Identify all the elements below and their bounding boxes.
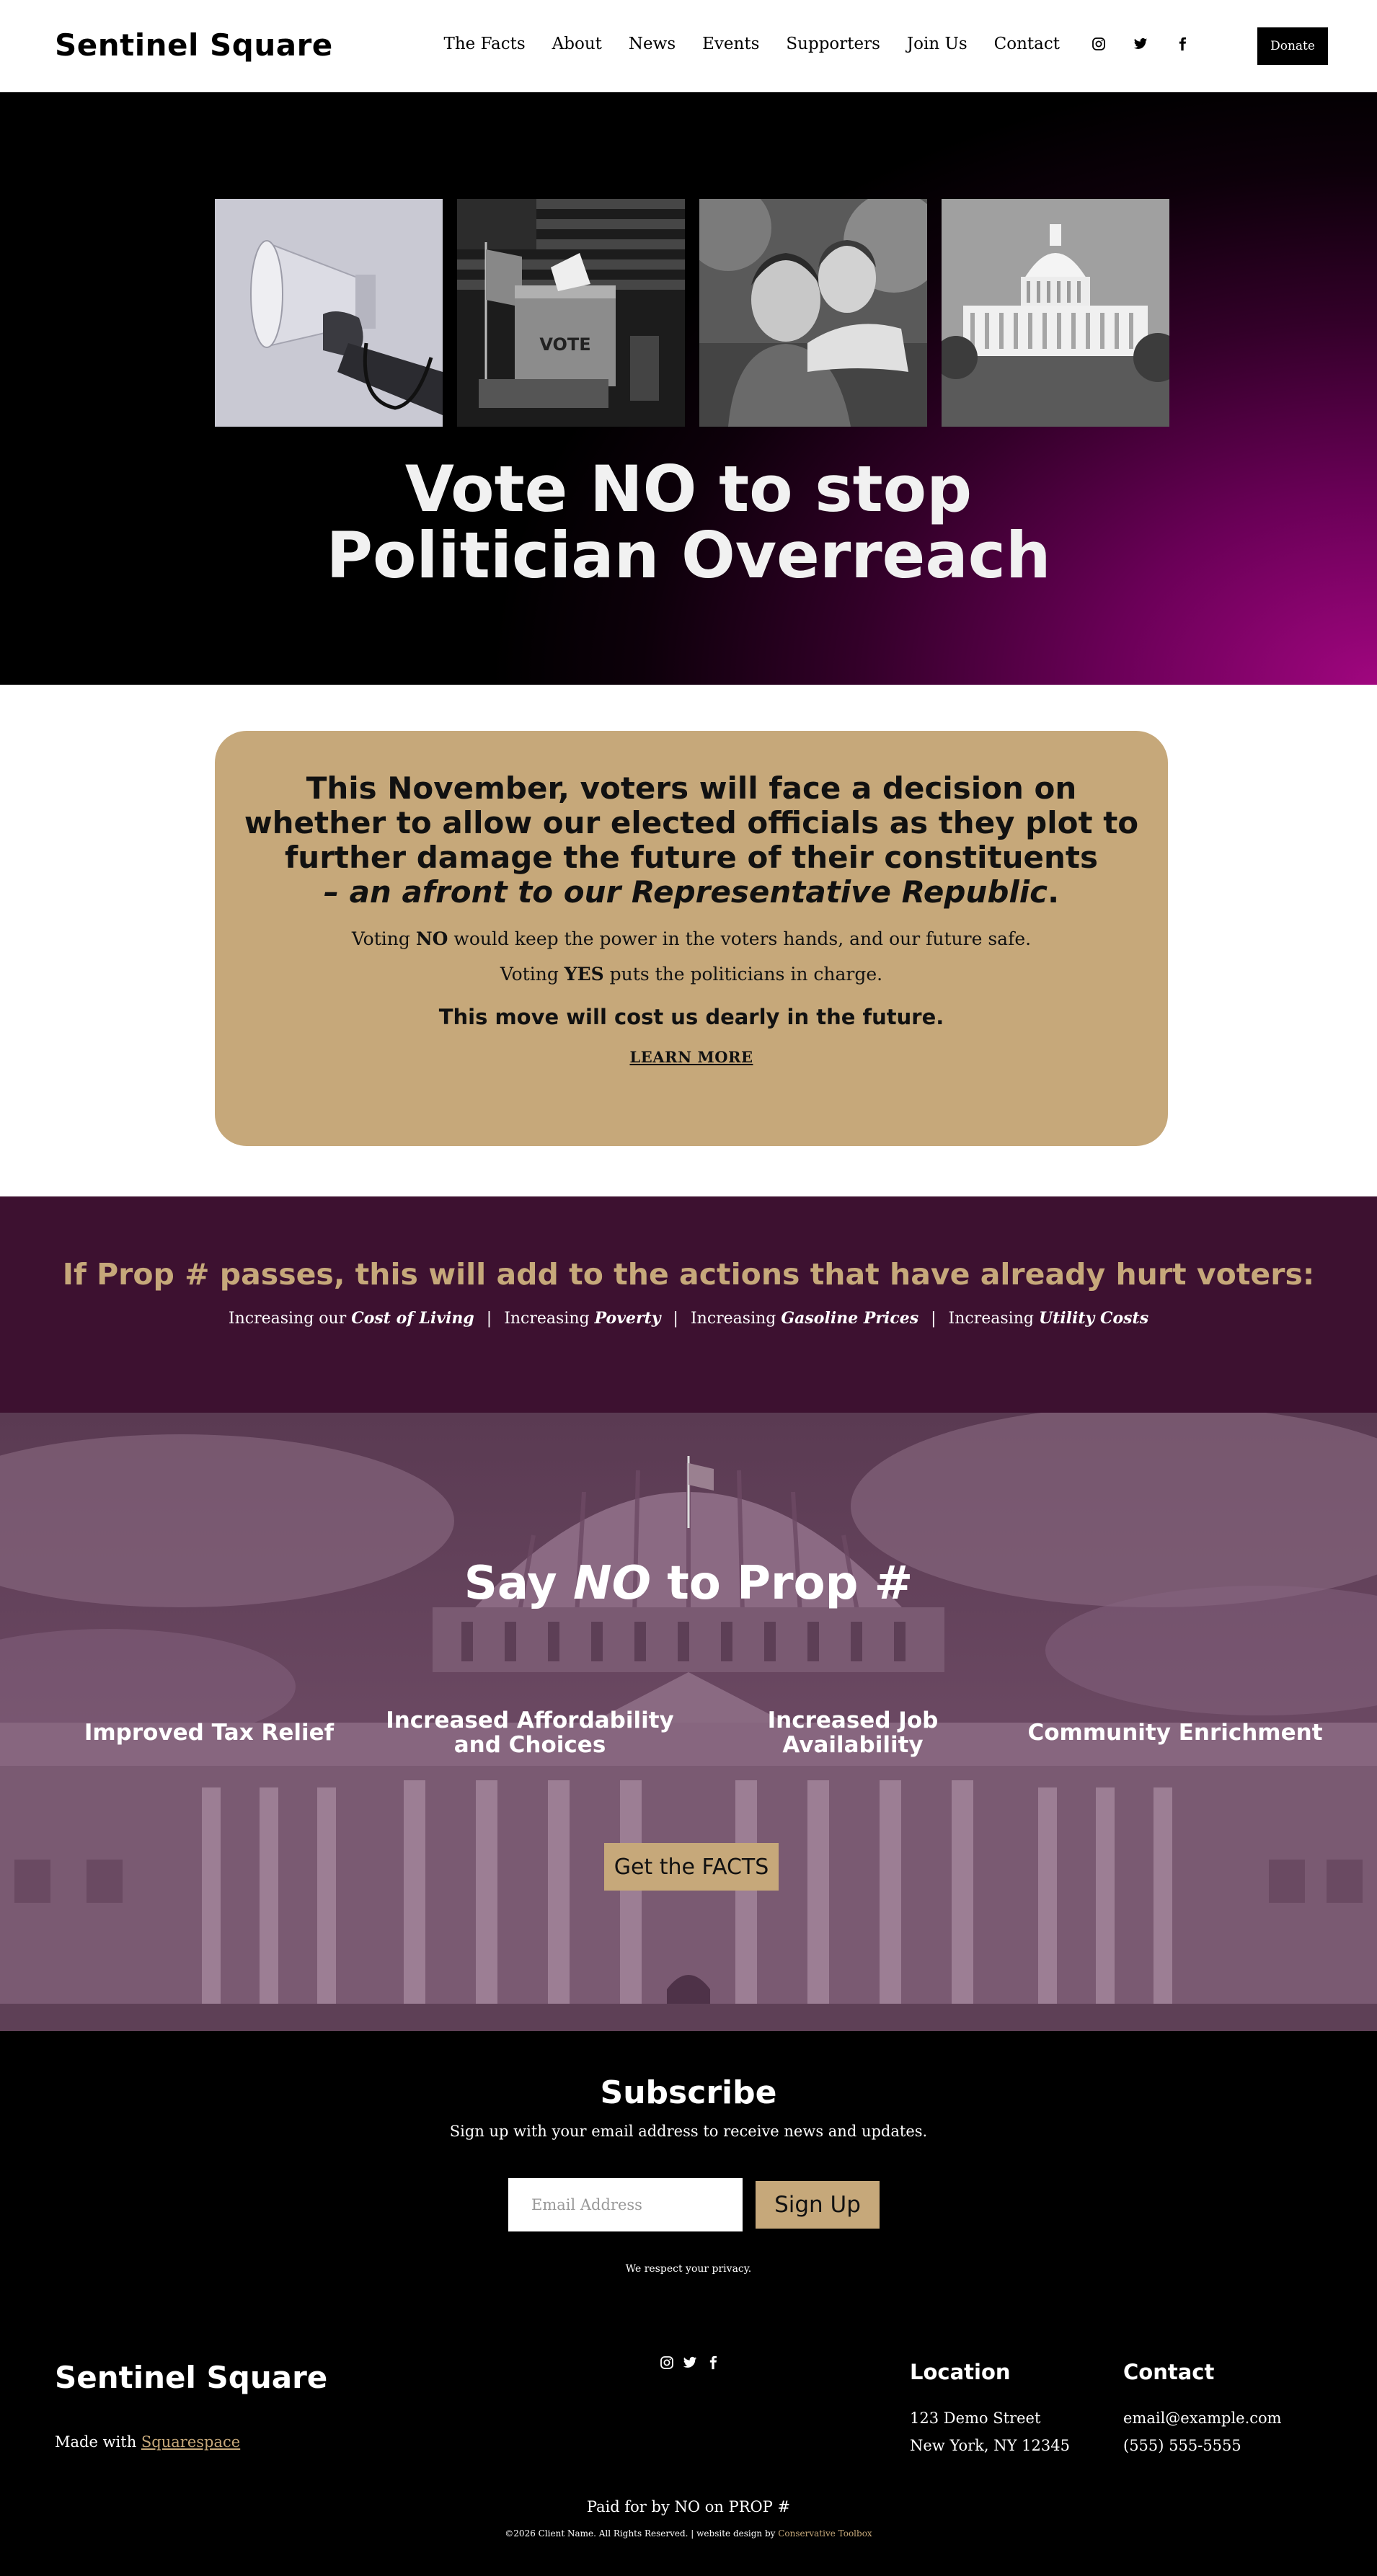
learn-more-link[interactable]: LEARN MORE — [629, 1048, 753, 1066]
decision-heading-line-1: This November, voters will face a decision on — [306, 770, 1077, 806]
decision-heading-line-4 — [215, 875, 1168, 910]
hero-title — [0, 452, 1377, 592]
hero-title-line-1: Vote NO to stop — [404, 452, 973, 526]
nav-link-the-facts[interactable]: The Facts — [443, 35, 526, 53]
footer-logo[interactable]: Sentinel Square — [55, 2360, 328, 2395]
subscribe-form — [508, 2178, 880, 2231]
address-line-2: New York, NY 12345 — [910, 2437, 1070, 2454]
say-no-post: to Prop # — [651, 1557, 913, 1610]
impact-item — [691, 1310, 918, 1328]
megaphone-photo — [215, 199, 443, 427]
ballot-box-photo — [457, 199, 685, 427]
copyright-text: ©2026 Client Name. All Rights Reserved. | website design by — [505, 2528, 779, 2539]
decision-heading — [215, 771, 1168, 910]
benefit-line: Community Enrichment — [1027, 1720, 1323, 1746]
voting-yes-bold: YES — [564, 964, 604, 985]
made-with-pre: Made with — [55, 2433, 141, 2451]
voting-yes-post: puts the politicians in charge. — [603, 964, 883, 985]
decision-section — [0, 685, 1377, 1196]
benefit-community-enrichment — [1024, 1720, 1327, 1745]
benefit-affordability — [378, 1708, 681, 1757]
voting-no-bold: NO — [415, 928, 448, 949]
prop-title: If Prop # passes, this will add to the actions that have already hurt voters: — [62, 1257, 1315, 1292]
designer-link[interactable]: Conservative Toolbox — [778, 2528, 872, 2539]
nav-link-join-us[interactable]: Join Us — [906, 35, 968, 53]
subscribe-title: Subscribe — [600, 2074, 777, 2111]
nav-link-supporters[interactable]: Supporters — [786, 35, 880, 53]
capitol-section — [0, 1413, 1377, 2031]
contact-email[interactable]: email@example.com — [1123, 2410, 1282, 2427]
footer-social-links — [660, 2355, 729, 2370]
decision-heading-emphasis: – an afront to our Representative Republic — [323, 874, 1048, 910]
benefit-line: and Choices — [453, 1732, 606, 1758]
say-no-heading — [0, 1557, 1377, 1610]
voting-yes-text — [215, 964, 1168, 985]
impact-separator: | — [673, 1310, 678, 1328]
impact-item-em: Utility Costs — [1038, 1309, 1149, 1328]
hero-title-line-2: Politician Overreach — [326, 518, 1051, 592]
benefit-job-availability — [701, 1708, 1004, 1757]
hero-image-row — [215, 199, 1169, 427]
voting-no-text — [215, 928, 1168, 949]
header-social-links — [1092, 37, 1190, 51]
benefit-line: Increased Job — [767, 1707, 939, 1733]
benefit-line: Availability — [782, 1732, 924, 1758]
footer-contact — [1123, 2360, 1282, 2459]
nav-link-news[interactable]: News — [628, 35, 676, 53]
email-field[interactable]: Email Address — [508, 2178, 743, 2231]
impact-item-em: Poverty — [594, 1309, 661, 1328]
say-no-emphasis: NO — [573, 1557, 651, 1610]
facebook-icon[interactable] — [1175, 37, 1190, 51]
impact-item-pre: Increasing — [690, 1310, 782, 1328]
cost-warning: This move will cost us dearly in the future. — [438, 1005, 944, 1029]
site-footer — [0, 2305, 1377, 2576]
nav-link-contact[interactable]: Contact — [993, 35, 1060, 53]
paid-for-disclaimer: Paid for by NO on PROP # — [586, 2498, 791, 2515]
family-photo — [699, 199, 927, 427]
main-nav — [417, 35, 1190, 53]
nav-link-about[interactable]: About — [552, 35, 602, 53]
privacy-note: We respect your privacy. — [625, 2263, 752, 2275]
impact-item-pre: Increasing — [504, 1310, 595, 1328]
instagram-icon[interactable] — [660, 2355, 674, 2370]
nav-link-events[interactable]: Events — [702, 35, 760, 53]
voting-no-pre: Voting — [351, 928, 416, 949]
impact-item-pre: Increasing our — [228, 1310, 352, 1328]
impact-item-em: Gasoline Prices — [781, 1309, 919, 1328]
twitter-icon[interactable] — [1133, 37, 1148, 51]
location-title: Location — [910, 2360, 1011, 2384]
made-with-text — [55, 2433, 240, 2451]
subscribe-description: Sign up with your email address to receive news and updates. — [449, 2123, 928, 2140]
decision-heading-line-2: whether to allow our elected officials as they plot to — [244, 805, 1139, 840]
impact-item — [504, 1310, 660, 1328]
capitol-photo — [942, 199, 1169, 427]
impact-separator: | — [931, 1310, 937, 1328]
contact-phone[interactable]: (555) 555-5555 — [1123, 2437, 1241, 2454]
hero-section — [0, 92, 1377, 685]
decision-heading-line-3: further damage the future of their constituents — [285, 840, 1098, 875]
decision-heading-period: . — [1048, 874, 1060, 910]
address-line-1: 123 Demo Street — [910, 2410, 1041, 2427]
impact-item-pre: Increasing — [948, 1310, 1039, 1328]
say-no-pre: Say — [464, 1557, 574, 1610]
prop-impact-list — [0, 1309, 1377, 1328]
voting-no-post: would keep the power in the voters hands, and our future safe. — [448, 928, 1032, 949]
sign-up-button[interactable]: Sign Up — [756, 2181, 880, 2229]
copyright-line — [0, 2528, 1377, 2539]
impact-item — [229, 1310, 474, 1328]
benefit-tax-relief — [58, 1720, 360, 1745]
facebook-icon[interactable] — [706, 2355, 720, 2370]
contact-title: Contact — [1123, 2360, 1215, 2384]
instagram-icon[interactable] — [1092, 37, 1106, 51]
svg-text:VOTE: VOTE — [539, 334, 591, 355]
footer-location — [910, 2360, 1070, 2459]
benefit-line: Improved Tax Relief — [84, 1720, 335, 1746]
impact-item — [949, 1310, 1149, 1328]
impact-item-em: Cost of Living — [351, 1309, 474, 1328]
donate-button[interactable]: Donate — [1257, 27, 1328, 65]
site-logo[interactable]: Sentinel Square — [55, 27, 333, 63]
get-the-facts-button[interactable]: Get the FACTS — [604, 1843, 779, 1891]
voting-yes-pre: Voting — [500, 964, 564, 985]
decision-card — [215, 731, 1168, 1146]
benefit-line: Increased Affordability — [386, 1707, 674, 1733]
site-header — [0, 0, 1377, 92]
twitter-icon[interactable] — [683, 2355, 697, 2370]
prop-section — [0, 1196, 1377, 1413]
subscribe-section — [0, 2031, 1377, 2305]
impact-separator: | — [486, 1310, 492, 1328]
squarespace-link[interactable]: Squarespace — [141, 2433, 241, 2451]
